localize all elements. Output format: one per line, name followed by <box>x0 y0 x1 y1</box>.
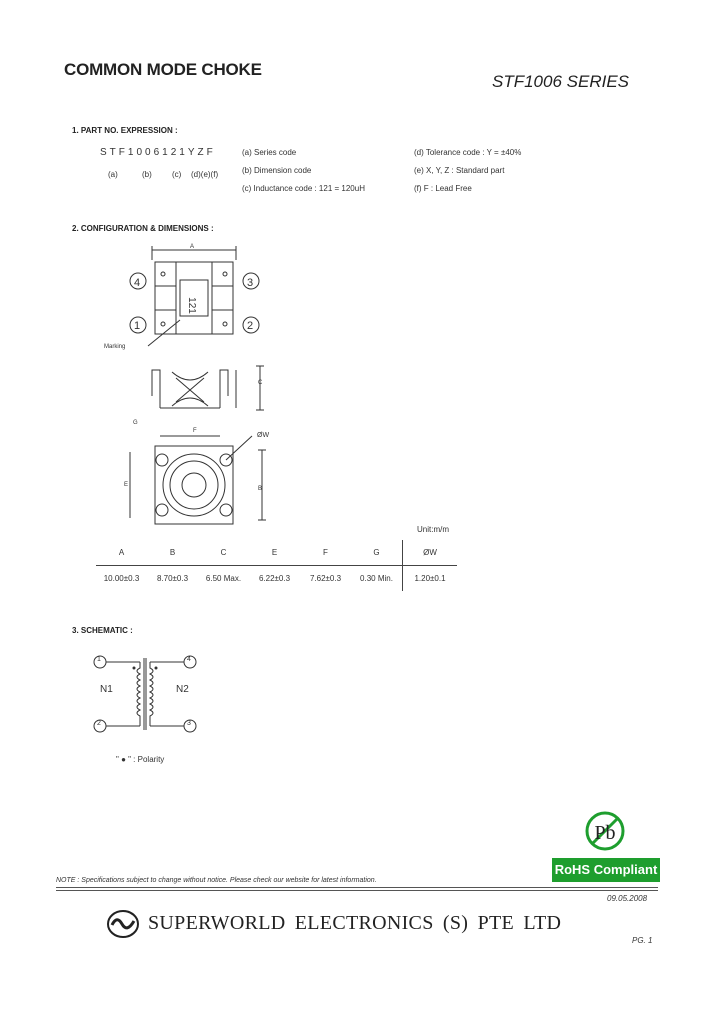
schematic-pin-2: 2 <box>97 720 101 727</box>
marking-label: Marking <box>104 344 126 350</box>
unit-label: Unit:m/m <box>417 525 449 534</box>
top-view-drawing <box>130 246 259 346</box>
pin-label-3: 3 <box>247 277 254 289</box>
dim-label-g: G <box>133 420 138 426</box>
dim-label-e: E <box>124 482 129 488</box>
schematic-heading: 3. SCHEMATIC : <box>72 626 133 635</box>
letter-c: (c) <box>172 170 182 179</box>
bottom-view-drawing <box>130 436 266 524</box>
dimension-table <box>96 540 457 591</box>
pb-symbol: Pb <box>594 822 616 844</box>
side-view-drawing <box>152 366 264 410</box>
schematic-pin-1: 1 <box>97 656 101 663</box>
dim-label-w: ØW <box>257 432 270 439</box>
spec-standard-part: (e) X, Y, Z : Standard part <box>414 166 505 175</box>
table-header-cell: B <box>147 540 198 566</box>
pb-free-icon <box>584 810 626 852</box>
dim-label-b: B <box>258 486 263 492</box>
table-cell: 10.00±0.3 <box>103 574 140 583</box>
table-header-cell: F <box>300 540 351 566</box>
table-cell: 8.70±0.3 <box>156 574 189 583</box>
table-cell: 6.22±0.3 <box>258 574 291 583</box>
table-cell: 6.50 Max. <box>205 574 242 583</box>
table-header-cell: E <box>249 540 300 566</box>
table-header-row <box>96 540 457 566</box>
spec-inductance-code: (c) Inductance code : 121 = 120uH <box>242 184 365 193</box>
pin-label-2: 2 <box>247 320 254 332</box>
table-cell: 1.20±0.1 <box>403 566 458 592</box>
table-cell: 7.62±0.3 <box>309 574 342 583</box>
spec-series-code: (a) Series code <box>242 148 297 157</box>
page-number: PG. 1 <box>632 936 653 945</box>
schematic-pin-3: 3 <box>187 720 191 727</box>
letter-def: (d)(e)(f) <box>191 170 219 179</box>
part-no-heading: 1. PART NO. EXPRESSION : <box>72 126 178 135</box>
footer-rule <box>56 890 658 891</box>
company-logo-icon <box>106 909 140 939</box>
series-name: STF1006 SERIES <box>492 72 630 91</box>
spec-list-left <box>242 148 365 202</box>
pin-label-1: 1 <box>134 320 141 332</box>
table-header-cell: A <box>96 540 147 566</box>
pin-label-4: 4 <box>134 277 141 289</box>
spec-list-right <box>414 148 521 202</box>
letter-a: (a) <box>108 170 118 179</box>
company-name: SUPERWORLD ELECTRONICS (S) PTE LTD <box>148 912 562 934</box>
table-header-cell: G <box>351 540 403 566</box>
dim-label-c: C <box>258 380 263 386</box>
winding-n1-label: N1 <box>100 684 113 695</box>
spec-tolerance-code: (d) Tolerance code : Y = ±40% <box>414 148 522 157</box>
marking-code: 121 <box>185 297 197 314</box>
dim-label-a: A <box>190 244 195 250</box>
document-date: 09.05.2008 <box>607 894 648 903</box>
table-cell: 0.30 Min. <box>360 574 393 583</box>
document-title: COMMON MODE CHOKE <box>64 60 262 79</box>
rohs-compliant-badge: RoHS Compliant <box>552 858 660 882</box>
table-row <box>96 566 457 592</box>
letter-b: (b) <box>142 170 152 179</box>
table-header-cell: ØW <box>403 540 458 566</box>
dimension-drawings <box>100 238 290 538</box>
winding-n2-label: N2 <box>176 684 189 695</box>
schematic-pin-4: 4 <box>187 656 191 663</box>
table-header-cell: C <box>198 540 249 566</box>
polarity-legend: " ● " : Polarity <box>116 755 165 764</box>
footer-rule <box>56 887 658 888</box>
dim-label-f: F <box>193 428 197 434</box>
specification-note: NOTE : Specifications subject to change without notice. Please check our website for latest information. <box>56 877 377 884</box>
spec-dimension-code: (b) Dimension code <box>242 166 312 175</box>
config-heading: 2. CONFIGURATION & DIMENSIONS : <box>72 224 214 233</box>
part-number-code: STF1006121YZF <box>100 147 216 158</box>
spec-lead-free: (f) F : Lead Free <box>414 184 472 193</box>
